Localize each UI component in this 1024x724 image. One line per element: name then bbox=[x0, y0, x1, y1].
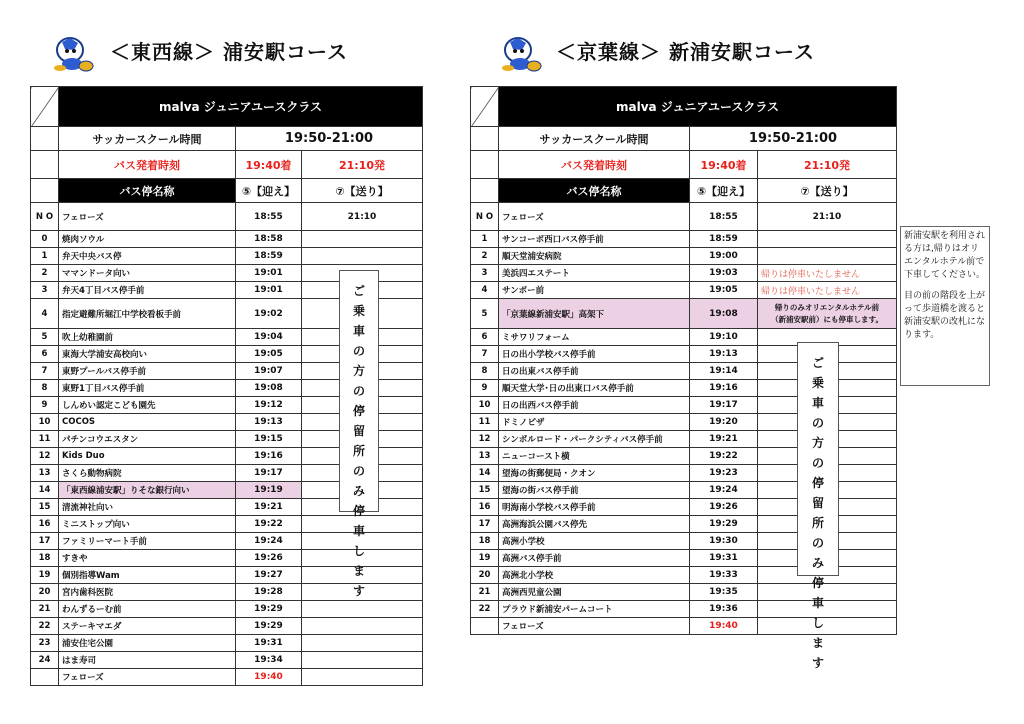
row-number: 4 bbox=[471, 282, 499, 299]
class-name: malva ジュニアユースクラス bbox=[499, 87, 897, 127]
depart-time: 21:10発 bbox=[758, 151, 897, 179]
stop-notice-right bbox=[797, 342, 839, 670]
stop-name: 東野プールバス停手前 bbox=[59, 363, 236, 380]
return-stop-note bbox=[758, 299, 897, 329]
stop-name: サンポー前 bbox=[499, 282, 690, 299]
pickup-time: 19:15 bbox=[236, 431, 302, 448]
dropoff-header: ⑦【送り】 bbox=[302, 179, 423, 203]
school-time-label: サッカースクール時間 bbox=[499, 127, 690, 151]
stop-name: 高洲西児童公園 bbox=[499, 584, 690, 601]
pickup-time: 19:26 bbox=[690, 499, 758, 516]
row-number: 13 bbox=[471, 448, 499, 465]
stop-name: 東野1丁目バス停手前 bbox=[59, 380, 236, 397]
dropoff-cell bbox=[302, 652, 423, 669]
stop-name: ステーキマエダ bbox=[59, 618, 236, 635]
row-number: 0 bbox=[31, 231, 59, 248]
pickup-time: 19:33 bbox=[690, 567, 758, 584]
stop-name: 望海の街バス停手前 bbox=[499, 482, 690, 499]
stop-name: はま寿司 bbox=[59, 652, 236, 669]
pickup-time: 19:22 bbox=[236, 516, 302, 533]
pickup-time: 19:36 bbox=[690, 601, 758, 618]
row-number: 23 bbox=[31, 635, 59, 652]
table-row bbox=[471, 265, 897, 282]
table-row bbox=[31, 618, 423, 635]
pickup-time: 19:31 bbox=[236, 635, 302, 652]
row-number: 16 bbox=[31, 516, 59, 533]
stop-name: 高洲北小学校 bbox=[499, 567, 690, 584]
stop-name: フェローズ bbox=[499, 618, 690, 635]
stop-name: ミニストップ向い bbox=[59, 516, 236, 533]
depart-time: 21:10発 bbox=[302, 151, 423, 179]
pickup-time: 19:29 bbox=[690, 516, 758, 533]
pickup-time: 18:55 bbox=[690, 203, 758, 231]
pickup-time: 19:31 bbox=[690, 550, 758, 567]
corner-cell bbox=[31, 87, 59, 127]
pickup-time: 19:17 bbox=[690, 397, 758, 414]
row-number: 13 bbox=[31, 465, 59, 482]
side-note-p2: 目の前の階段を上がって歩道橋を渡ると新浦安駅の改札になります。 bbox=[904, 291, 986, 340]
return-stop-note-line1: 帰りのみオリエンタルホテル前 bbox=[774, 302, 880, 312]
dropoff-time: 21:10 bbox=[758, 203, 897, 231]
arrival-time: 19:40 bbox=[236, 669, 302, 686]
stop-name: 個別指導Wam bbox=[59, 567, 236, 584]
stop-name: フェローズ bbox=[59, 669, 236, 686]
row-number: 6 bbox=[31, 346, 59, 363]
soccer-mascot-icon bbox=[50, 34, 98, 74]
school-time: 19:50-21:00 bbox=[236, 127, 423, 151]
corner-cell bbox=[471, 87, 499, 127]
stop-name-header: バス停名称 bbox=[59, 179, 236, 203]
stop-name: フェローズ bbox=[499, 203, 690, 231]
pickup-time: 19:29 bbox=[236, 618, 302, 635]
stop-name: 高洲小学校 bbox=[499, 533, 690, 550]
dropoff-cell bbox=[758, 231, 897, 248]
dropoff-time: 21:10 bbox=[302, 203, 423, 231]
pickup-time: 19:24 bbox=[690, 482, 758, 499]
row-number: 12 bbox=[31, 448, 59, 465]
stop-name: 東海大学浦安高校向い bbox=[59, 346, 236, 363]
row-number: 10 bbox=[31, 414, 59, 431]
stop-name: 「東西線浦安駅」りそな銀行向い bbox=[59, 482, 236, 499]
pickup-time: 19:30 bbox=[690, 533, 758, 550]
school-time-label: サッカースクール時間 bbox=[59, 127, 236, 151]
dropoff-cell bbox=[302, 635, 423, 652]
stop-name: Kids Duo bbox=[59, 448, 236, 465]
row-number: 5 bbox=[471, 299, 499, 329]
row-number: 3 bbox=[31, 282, 59, 299]
pickup-time: 18:58 bbox=[236, 231, 302, 248]
row-number: 15 bbox=[471, 482, 499, 499]
pickup-time: 19:02 bbox=[236, 299, 302, 329]
stop-name: 高洲バス停手前 bbox=[499, 550, 690, 567]
row-number: 11 bbox=[471, 414, 499, 431]
pickup-time: 19:03 bbox=[690, 265, 758, 282]
table-row bbox=[31, 231, 423, 248]
dropoff-cell bbox=[302, 618, 423, 635]
pickup-time: 19:10 bbox=[690, 329, 758, 346]
stop-name: フェローズ bbox=[59, 203, 236, 231]
stop-name: 日の出小学校バス停手前 bbox=[499, 346, 690, 363]
pickup-time: 19:34 bbox=[236, 652, 302, 669]
row-number: 7 bbox=[471, 346, 499, 363]
pickup-time: 19:13 bbox=[690, 346, 758, 363]
bus-time-label: バス発着時刻 bbox=[59, 151, 236, 179]
arrival-time: 19:40 bbox=[690, 618, 758, 635]
pickup-time: 19:04 bbox=[236, 329, 302, 346]
stop-name: 高洲海浜公園バス停先 bbox=[499, 516, 690, 533]
stop-name: ファミリーマート手前 bbox=[59, 533, 236, 550]
table-row bbox=[31, 248, 423, 265]
dropoff-cell bbox=[302, 601, 423, 618]
stop-name: 明海南小学校バス停手前 bbox=[499, 499, 690, 516]
row-number: 14 bbox=[31, 482, 59, 499]
dropoff-header: ⑦【送り】 bbox=[758, 179, 897, 203]
stop-name: 吹上幼稚園前 bbox=[59, 329, 236, 346]
row-number: 17 bbox=[31, 533, 59, 550]
dropoff-cell bbox=[302, 248, 423, 265]
row-number: 15 bbox=[31, 499, 59, 516]
pickup-time: 19:05 bbox=[236, 346, 302, 363]
row-number: 8 bbox=[31, 380, 59, 397]
table-row bbox=[471, 299, 897, 329]
pickup-time: 19:29 bbox=[236, 601, 302, 618]
pickup-time: 19:17 bbox=[236, 465, 302, 482]
row-number: 10 bbox=[471, 397, 499, 414]
row-number: 16 bbox=[471, 499, 499, 516]
pickup-time: 19:16 bbox=[690, 380, 758, 397]
stop-name: パチンコウエスタン bbox=[59, 431, 236, 448]
return-stop-note-line2: （新浦安駅前）にも停車します。 bbox=[771, 314, 883, 324]
table-row bbox=[31, 601, 423, 618]
stop-name: 弁天中央バス停 bbox=[59, 248, 236, 265]
row-number: 22 bbox=[471, 601, 499, 618]
pickup-time: 19:22 bbox=[690, 448, 758, 465]
stop-name: しんめい認定こども園先 bbox=[59, 397, 236, 414]
stop-name: プラウド新浦安パームコート bbox=[499, 601, 690, 618]
stop-name: 清流神社向い bbox=[59, 499, 236, 516]
stop-name: 順天堂浦安病院 bbox=[499, 248, 690, 265]
row-number: 9 bbox=[31, 397, 59, 414]
pickup-time: 19:00 bbox=[690, 248, 758, 265]
row-number: 18 bbox=[31, 550, 59, 567]
stop-name: 指定避難所堀江中学校看板手前 bbox=[59, 299, 236, 329]
no-header: N O bbox=[31, 203, 59, 231]
pickup-time: 19:01 bbox=[236, 282, 302, 299]
row-number: 12 bbox=[471, 431, 499, 448]
row-number: 5 bbox=[31, 329, 59, 346]
side-note-p1: 新浦安駅を利用される方は,帰りはオリエンタルホテル前で下車してください。 bbox=[904, 231, 986, 280]
pickup-time: 19:21 bbox=[236, 499, 302, 516]
pickup-time: 19:08 bbox=[236, 380, 302, 397]
pickup-time: 19:16 bbox=[236, 448, 302, 465]
stop-name: わんずるーむ前 bbox=[59, 601, 236, 618]
table-row bbox=[471, 282, 897, 299]
stop-name: COCOS bbox=[59, 414, 236, 431]
stop-notice-left bbox=[339, 270, 379, 598]
pickup-time: 19:21 bbox=[690, 431, 758, 448]
pickup-time: 19:07 bbox=[236, 363, 302, 380]
row-number: 6 bbox=[471, 329, 499, 346]
stop-name: 日の出東バス停手前 bbox=[499, 363, 690, 380]
stop-notice-text: ご 乗 車 の 方 の 停 留 所 の み 停 車 し ま す bbox=[811, 356, 824, 670]
stop-notice-text: ご 乗 車 の 方 の 停 留 所 の み 停 車 し ま す bbox=[352, 284, 365, 598]
row-number: 20 bbox=[471, 567, 499, 584]
table-row bbox=[31, 635, 423, 652]
stop-name: 順天堂大学･日の出東口バス停手前 bbox=[499, 380, 690, 397]
row-number: 7 bbox=[31, 363, 59, 380]
pickup-time: 19:20 bbox=[690, 414, 758, 431]
stop-name: 日の出西バス停手前 bbox=[499, 397, 690, 414]
stop-name: 焼肉ソウル bbox=[59, 231, 236, 248]
row-number: 24 bbox=[31, 652, 59, 669]
row-number: 1 bbox=[31, 248, 59, 265]
pickup-time: 18:59 bbox=[690, 231, 758, 248]
row-number: 2 bbox=[31, 265, 59, 282]
row-number: 17 bbox=[471, 516, 499, 533]
page-title-left: ＜東西線＞ 浦安駅コース bbox=[110, 40, 348, 64]
dropoff-cell bbox=[758, 248, 897, 265]
stop-name: ニューコースト横 bbox=[499, 448, 690, 465]
row-number: 22 bbox=[31, 618, 59, 635]
table-row bbox=[471, 248, 897, 265]
stop-name: 望海の街郵便局・クオン bbox=[499, 465, 690, 482]
row-number: 18 bbox=[471, 533, 499, 550]
stop-name: サンコーポ西口バス停手前 bbox=[499, 231, 690, 248]
pickup-time: 18:55 bbox=[236, 203, 302, 231]
row-number: 11 bbox=[31, 431, 59, 448]
side-note bbox=[900, 226, 990, 386]
arrive-time: 19:40着 bbox=[236, 151, 302, 179]
row-number: 21 bbox=[31, 601, 59, 618]
pickup-time: 19:27 bbox=[236, 567, 302, 584]
row-number: 4 bbox=[31, 299, 59, 329]
soccer-mascot-icon bbox=[498, 34, 546, 74]
bus-time-label: バス発着時刻 bbox=[499, 151, 690, 179]
row-number: 8 bbox=[471, 363, 499, 380]
pickup-time: 19:28 bbox=[236, 584, 302, 601]
stop-name: 美浜四エステート bbox=[499, 265, 690, 282]
row-number: 3 bbox=[471, 265, 499, 282]
stop-name-header: バス停名称 bbox=[499, 179, 690, 203]
table-row bbox=[31, 652, 423, 669]
pickup-time: 19:35 bbox=[690, 584, 758, 601]
stop-name: さくら動物病院 bbox=[59, 465, 236, 482]
row-number: 2 bbox=[471, 248, 499, 265]
pickup-time: 19:24 bbox=[236, 533, 302, 550]
stop-name: 浦安住宅公園 bbox=[59, 635, 236, 652]
dropoff-cell bbox=[302, 231, 423, 248]
table-row bbox=[471, 231, 897, 248]
row-number: 20 bbox=[31, 584, 59, 601]
pickup-time: 19:19 bbox=[236, 482, 302, 499]
row-number: 19 bbox=[31, 567, 59, 584]
row-number: 1 bbox=[471, 231, 499, 248]
pickup-header: ⑤【迎え】 bbox=[690, 179, 758, 203]
class-name: malva ジュニアユースクラス bbox=[59, 87, 423, 127]
stop-name: すきや bbox=[59, 550, 236, 567]
page-title-right: ＜京葉線＞ 新浦安駅コース bbox=[556, 40, 815, 64]
pickup-time: 19:23 bbox=[690, 465, 758, 482]
row-number: 9 bbox=[471, 380, 499, 397]
no-return-stop-note: 帰りは停車いたしません bbox=[758, 265, 897, 282]
stop-name: 弁天4丁目バス停手前 bbox=[59, 282, 236, 299]
stop-name: シンボルロード・パークシティバス停手前 bbox=[499, 431, 690, 448]
pickup-time: 18:59 bbox=[236, 248, 302, 265]
pickup-time: 19:14 bbox=[690, 363, 758, 380]
school-time: 19:50-21:00 bbox=[690, 127, 897, 151]
stop-name: 「京葉線新浦安駅」高架下 bbox=[499, 299, 690, 329]
stop-name: 宮内歯科医院 bbox=[59, 584, 236, 601]
pickup-time: 19:08 bbox=[690, 299, 758, 329]
pickup-time: 19:05 bbox=[690, 282, 758, 299]
pickup-header: ⑤【迎え】 bbox=[236, 179, 302, 203]
stop-name: ドミノピザ bbox=[499, 414, 690, 431]
pickup-time: 19:12 bbox=[236, 397, 302, 414]
row-number: 14 bbox=[471, 465, 499, 482]
stop-name: ミサワリフォーム bbox=[499, 329, 690, 346]
stop-name: ママンドータ向い bbox=[59, 265, 236, 282]
arrive-time: 19:40着 bbox=[690, 151, 758, 179]
no-header: N O bbox=[471, 203, 499, 231]
row-number: 19 bbox=[471, 550, 499, 567]
pickup-time: 19:01 bbox=[236, 265, 302, 282]
pickup-time: 19:26 bbox=[236, 550, 302, 567]
row-number: 21 bbox=[471, 584, 499, 601]
pickup-time: 19:13 bbox=[236, 414, 302, 431]
no-return-stop-note: 帰りは停車いたしません bbox=[758, 282, 897, 299]
